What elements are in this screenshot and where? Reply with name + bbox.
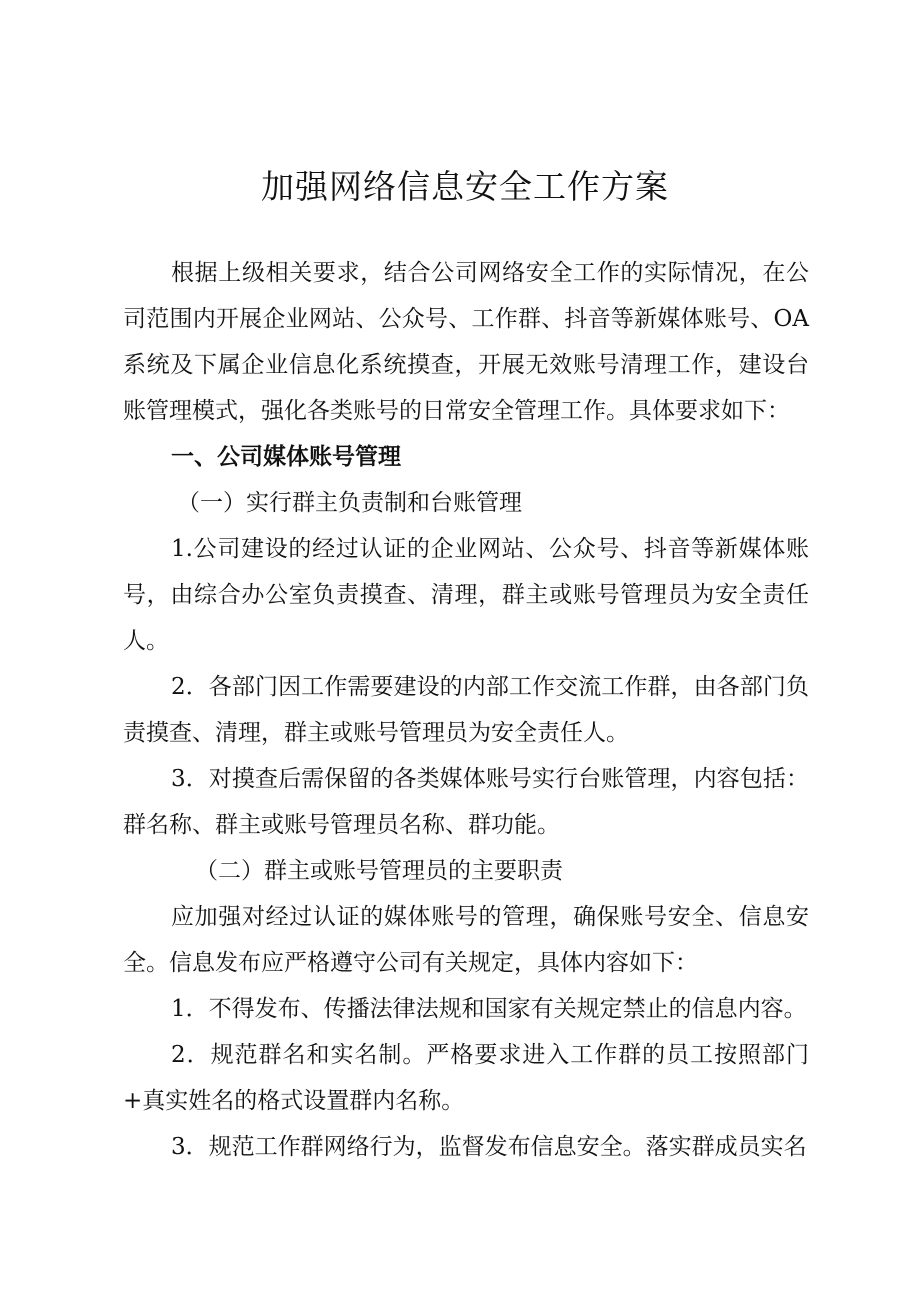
subsection-2-heading: （二）群主或账号管理员的主要职责 [195, 858, 563, 884]
document-body [123, 250, 809, 1170]
subsection-1-item-3: 3．对摸查后需保留的各类媒体账号实行台账管理，内容包括：群名称、群主或账号管理员名称、群功能。 [123, 766, 809, 838]
subsection-1-item-2: 2．各部门因工作需要建设的内部工作交流工作群，由各部门负责摸查、清理，群主或账号管理员为安全责任人。 [123, 674, 809, 746]
subsection-1-heading: （一）实行群主负责制和台账管理 [177, 490, 522, 516]
subsection-2-intro: 应加强对经过认证的媒体账号的管理，确保账号安全、信息安全。信息发布应严格遵守公司有关规定，具体内容如下： [123, 904, 809, 976]
document-title: 加强网络信息安全工作方案 [261, 167, 669, 206]
subsection-2-item-3: 3．规范工作群网络行为，监督发布信息安全。落实群成员实名 [171, 1134, 807, 1160]
subsection-1-item-1: 1.公司建设的经过认证的企业网站、公众号、抖音等新媒体账号，由综合办公室负责摸查、清理，群主或账号管理员为安全责任人。 [123, 536, 809, 654]
section-1-heading: 一、公司媒体账号管理 [171, 444, 401, 470]
subsection-2-item-2: 2．规范群名和实名制。严格要求进入工作群的员工按照部门+真实姓名的格式设置群内名称。 [123, 1042, 809, 1114]
intro-paragraph: 根据上级相关要求，结合公司网络安全工作的实际情况，在公司范围内开展企业网站、公众号、工作群、抖音等新媒体账号、OA系统及下属企业信息化系统摸查，开展无效账号清理工作，建设台账管理模式，强化各类账号的日常安全管理工作。具体要求如下： [123, 260, 809, 424]
subsection-2-item-1: 1．不得发布、传播法律法规和国家有关规定禁止的信息内容。 [171, 996, 807, 1022]
